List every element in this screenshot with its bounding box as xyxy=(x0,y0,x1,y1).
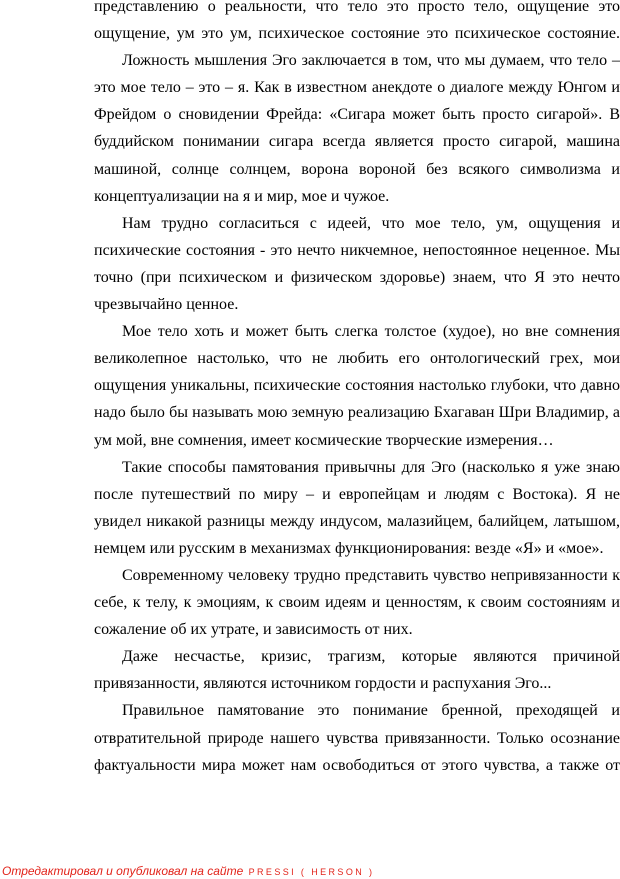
paragraph-1: представлению о реальности, что тело это просто тело, ощущение это ощущение, ум это ум, психическое состояние это психическое состояние. xyxy=(94,0,620,43)
footer-site-link[interactable]: PRESSI ( HERSON ) xyxy=(248,867,375,877)
paragraph-2: Ложность мышления Эго заключается в том, что мы думаем, что тело – это мое тело – это – я. Как в известном анекдоте о диалоге между Юнгом и Фрейдом о сновидении Фрейда: «Сигара может быть просто сигарой». В буддийском понимании сигара всегда является просто сигарой, машина машиной, солнце солнцем, ворона вороной без всякого символизма и концептуализации на я и мир, мое и чужое. xyxy=(94,52,620,205)
paragraph-7: Даже несчастье, кризис, трагизм, которые являются причиной привязанности, являются источником гордости и распухания Эго... xyxy=(94,648,620,693)
paragraph-4: Мое тело хоть и может быть слегка толстое (худое), но вне сомнения великолепное настолько, что не любить его онтологический грех, мои ощущения уникальны, психические состояния настолько глубоки, что давно надо было бы называть мою земную реализацию Бхагаван Шри Владимир, а ум мой, вне сомнения, имеет космические творческие измерения… xyxy=(94,323,620,449)
body-text xyxy=(94,0,620,779)
paragraph-6: Современному человеку трудно представить чувство непривязанности к себе, к телу, к эмоциям, к своим идеям и ценностям, к своим состояниям и сожаление об их утрате, и зависимость от них. xyxy=(94,566,620,639)
footer-credit-text: Отредактировал и опубликовал на сайте xyxy=(2,864,244,878)
paragraph-8: Правильное памятование это понимание бренной, преходящей и отвратительной природе нашего чувства привязанности. Только осознание фактуальности мира может нам освободиться от этого чувства, а также от xyxy=(94,702,620,774)
footer-credit xyxy=(2,864,374,879)
paragraph-3: Нам трудно согласиться с идеей, что мое тело, ум, ощущения и психические состояния - это нечто никчемное, непостоянное неценное. Мы точно (при психическом и физическом здоровье) знаем, что Я это нечто чрезвычайно ценное. xyxy=(94,214,620,314)
paragraph-5: Такие способы памятования привычны для Эго (насколько я уже знаю после путешествий по миру – и европейцам и людям с Востока). Я не увидел никакой разницы между индусом, малазийцем, балийцем, латышом, немцем или русским в механизмах функционирования: везде «Я» и «мое». xyxy=(94,458,620,557)
